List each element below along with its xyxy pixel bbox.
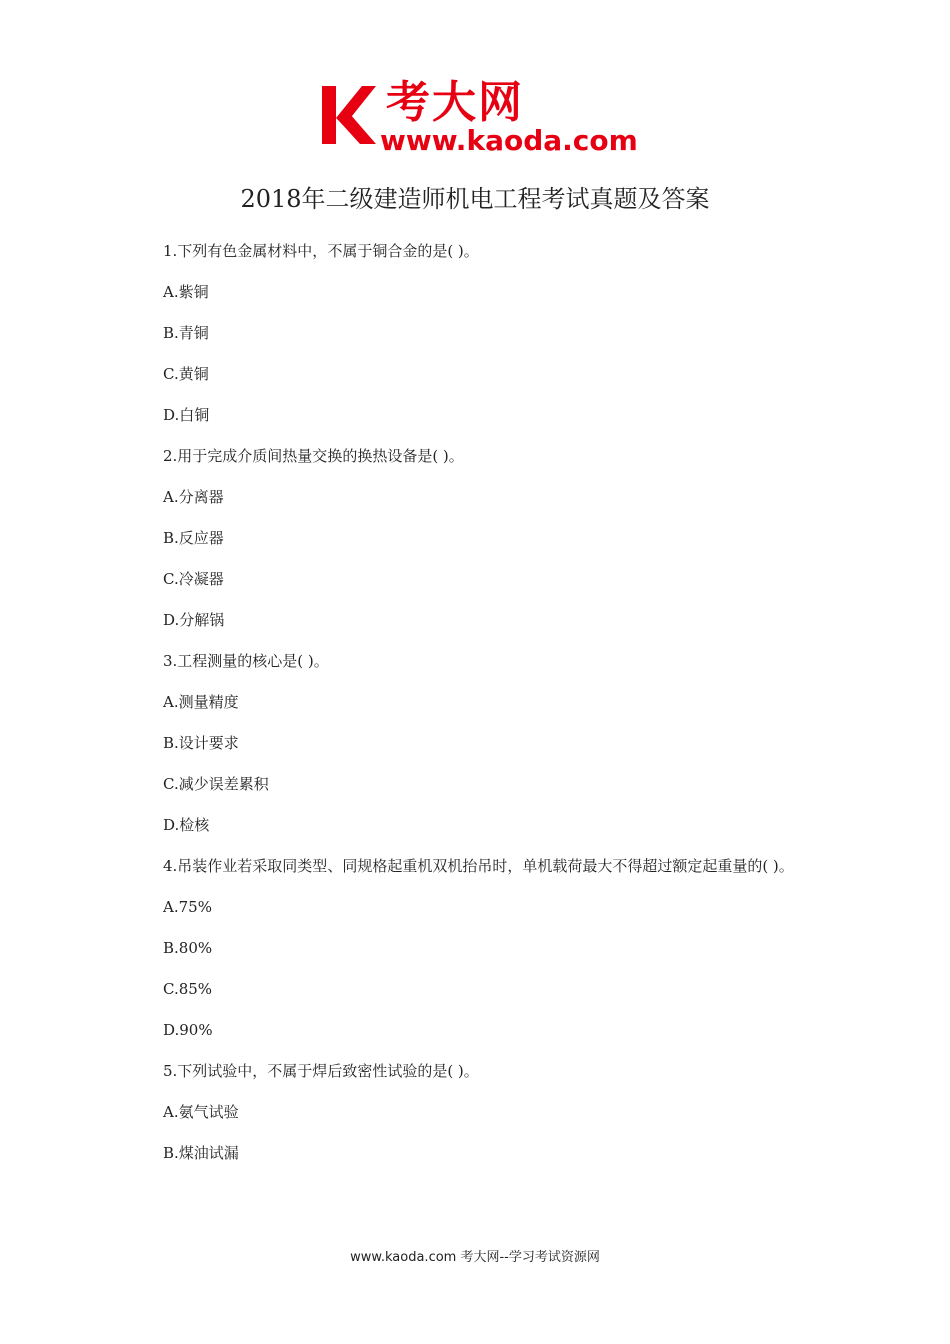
- option-2d: D.分解锅: [163, 611, 225, 629]
- question-list: [145, 238, 815, 1181]
- option-3d: D.检核: [163, 816, 210, 834]
- option-3c: C.减少误差累积: [163, 775, 269, 793]
- option-1d: D.白铜: [163, 406, 210, 424]
- question-3: 3.工程测量的核心是( )。: [163, 652, 329, 670]
- option-4b: B.80%: [163, 939, 213, 957]
- option-4c: C.85%: [163, 980, 213, 998]
- question-1: 1.下列有色金属材料中，不属于铜合金的是( )。: [163, 242, 479, 260]
- k-logo-icon: [318, 82, 378, 148]
- option-1a: A.紫铜: [163, 283, 209, 301]
- page-title: 2018年二级建造师机电工程考试真题及答案: [240, 185, 710, 213]
- question-2: 2.用于完成介质间热量交换的换热设备是( )。: [163, 447, 464, 465]
- page-footer: www.kaoda.com 考大网--学习考试资源网: [350, 1250, 600, 1265]
- option-2b: B.反应器: [163, 529, 224, 547]
- option-4d: D.90%: [163, 1021, 213, 1039]
- logo-chinese-text: 考大网: [386, 77, 524, 128]
- question-4: 4.吊装作业若采取同类型、同规格起重机双机抬吊时，单机载荷最大不得超过额定起重量的( )。: [163, 857, 794, 875]
- option-5a: A.氨气试验: [163, 1103, 239, 1121]
- logo-url-text: www.kaoda.com: [380, 124, 638, 157]
- option-4a: A.75%: [163, 898, 212, 916]
- option-2c: C.冷凝器: [163, 570, 224, 588]
- question-5: 5.下列试验中，不属于焊后致密性试验的是( )。: [163, 1062, 479, 1080]
- option-3b: B.设计要求: [163, 734, 239, 752]
- option-1c: C.黄铜: [163, 365, 209, 383]
- option-2a: A.分离器: [163, 488, 224, 506]
- option-3a: A.测量精度: [163, 693, 239, 711]
- option-5b: B.煤油试漏: [163, 1144, 239, 1162]
- option-1b: B.青铜: [163, 324, 209, 342]
- kaoda-logo: [318, 78, 638, 160]
